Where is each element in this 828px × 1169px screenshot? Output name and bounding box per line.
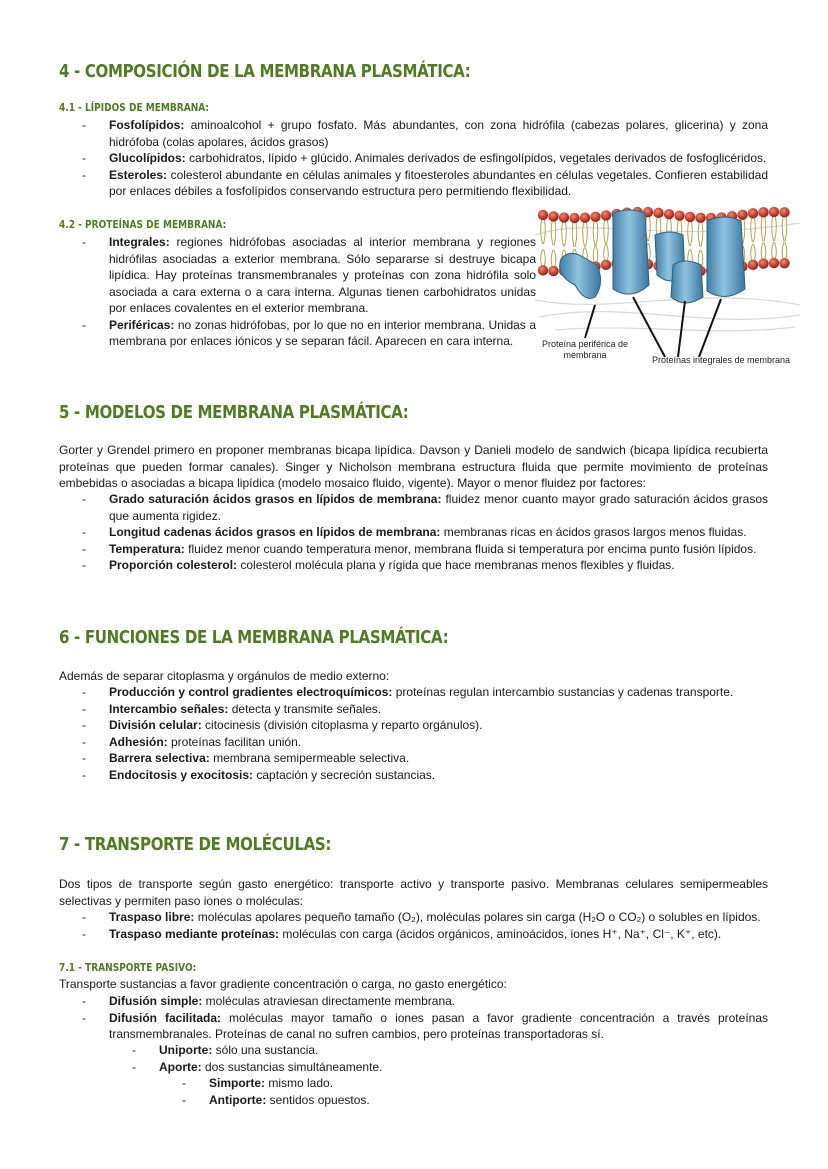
phospholipid-head <box>758 207 768 217</box>
list-item: - Simporte: mismo lado. <box>182 1076 334 1090</box>
list-item: - Integrales: regiones hidrófobas asociadas al interior membrana y regiones hidrófilas asociadas a exterior membrana. Sólo separarse si destruye bicapa lipídica. Hay proteínas transmembranales y proteínas con zona hidrófila solo asociada a cara externa o a cara interna. Algunas tienen carbohidratos unidas por enlaces covalentes en el exterior membrana. <box>82 235 536 315</box>
section-7-title: 7 - TRANSPORTE DE MOLÉCULAS: <box>59 835 332 855</box>
phospholipid-head <box>748 260 758 270</box>
phospholipid-head <box>779 207 789 217</box>
phospholipid-head <box>779 258 789 268</box>
list-item: - Endocitosis y exocitosis: captación y secreción sustancias. <box>82 767 436 782</box>
phospholipid-head <box>769 207 779 217</box>
phospholipid-tail <box>751 218 756 259</box>
list-item: - Traspaso libre: moléculas apolares pequeño tamaño (O₂), moléculas polares sin carga (H₂O o CO₂) o solubles en lípidos. <box>82 910 761 924</box>
list-item: - Aporte: dos sustancias simultáneamente. <box>132 1059 383 1074</box>
section-4-2-title: 4.2 - PROTEÍNAS DE MEMBRANA: <box>59 219 227 231</box>
phospholipid-tail <box>782 217 787 258</box>
section-6-intro: Además de separar citoplasma y orgánulos de medio externo: <box>59 669 390 683</box>
list-item: - Barrera selectiva: membrana semipermeable selectiva. <box>82 751 410 765</box>
phospholipid-tail <box>541 220 546 265</box>
phospholipid-head <box>590 212 600 222</box>
passive-transport-intro: Transporte sustancias a favor gradiente concentración o carga, no gasto energético: <box>59 977 507 991</box>
section-5-title: 5 - MODELOS DE MEMBRANA PLASMÁTICA: <box>59 403 409 423</box>
phospholipid-head <box>653 208 663 218</box>
list-item: - Periféricas: no zonas hidrófobas, por lo que no en interior membrana. Unidas a membrana por enlaces iónicos y se separan fácil. Aparecen en cara interna. <box>82 317 536 348</box>
carrier-types-list <box>132 1042 768 1075</box>
list-item: - Longitud cadenas ácidos grasos en lípidos de membrana: membranas ricas en ácidos grasos largos menos fluidas. <box>82 525 747 539</box>
phospholipid-head <box>538 265 548 275</box>
section-6-title: 6 - FUNCIONES DE LA MEMBRANA PLASMÁTICA: <box>59 628 449 648</box>
phospholipid-head <box>748 208 758 218</box>
phospholipid-head <box>601 260 611 270</box>
phospholipid-tail <box>698 223 703 266</box>
section-5-intro: Gorter y Grendel primero en proponer membranas bicapa lipídica. Davson y Danieli modelo de sandwich (bicapa lipídica recubierta proteínas que pueden formar canales). Singer y Nicholson membrana estructura fluida que permite movimiento de proteínas embebidas o asociadas a bicapa lipídica (modelo mosaico fluido, vigente). Mayor o menor fluidez por factores: <box>59 443 768 490</box>
integral-proteins-label: Proteínas integrales de membrana <box>651 355 791 365</box>
phospholipid-tail <box>604 220 609 259</box>
list-item: - Fosfolípidos: aminoalcohol + grupo fosfato. Más abundantes, con zona hidrófila (cabezas polares, glicerina) y zona hidrófoba (colas apolares, ácidos grasos) <box>82 118 768 149</box>
section-7-intro: Dos tipos de transporte según gasto energético: transporte activo y transporte pasivo. Membranas celulares semipermeables selectivas y permiten paso iones o moléculas: <box>59 877 768 908</box>
section-4-1-title: 4.1 - LÍPIDOS DE MEMBRANA: <box>59 102 210 114</box>
list-item: - Uniporte: sólo una sustancia. <box>132 1043 319 1057</box>
lipids-list <box>82 117 768 200</box>
list-item: - Proporción colesterol: colesterol molécula plana y rígida que hace membranas menos flexibles y fluidas. <box>82 558 675 572</box>
phospholipid-tail <box>551 221 556 266</box>
phospholipid-head <box>695 213 705 223</box>
phospholipid-head <box>769 258 779 268</box>
list-item: - Grado saturación ácidos grasos en lípidos de membrana: fluidez menor cuanto mayor grado saturación ácidos grasos que aumenta rigidez. <box>82 492 768 523</box>
phospholipid-head <box>737 210 747 220</box>
list-item: - Esteroles: colesterol abundante en células animales y fitoesteroles abundantes en células vegetales. Confieren estabilidad por enlaces débiles a fosfolípidos conservando estructura pero permitiendo flexibilidad. <box>82 167 768 198</box>
section-7-1-title: 7.1 - TRANSPORTE PASIVO: <box>59 962 197 974</box>
proteins-list <box>82 234 536 350</box>
membrane-illustration <box>535 205 800 365</box>
phospholipid-head <box>758 258 768 268</box>
list-item: - Producción y control gradientes electroquímicos: proteínas regulan intercambio sustancias y cadenas transporte. <box>82 685 734 699</box>
fluidity-factors-list <box>82 491 768 574</box>
peripheral-protein-label: Proteína periférica de membrana <box>541 339 629 360</box>
phospholipid-tail <box>772 217 777 258</box>
phospholipid-head <box>580 213 590 223</box>
list-item: - Difusión simple: moléculas atraviesan directamente membrana. <box>82 994 456 1008</box>
phospholipid-head <box>538 210 548 220</box>
list-item: - Antiporte: sentidos opuestos. <box>182 1092 370 1107</box>
phospholipid-head <box>569 213 579 223</box>
transport-types-list <box>82 909 768 942</box>
list-item: - Intercambio señales: detecta y transmite señales. <box>82 701 382 716</box>
phospholipid-head <box>548 211 558 221</box>
section-4-title: 4 - COMPOSICIÓN DE LA MEMBRANA PLASMÁTICA: <box>59 62 471 82</box>
list-item: - División celular: citocinesis (división citoplasma y reparto orgánulos). <box>82 718 483 732</box>
list-item: - Traspaso mediante proteínas: moléculas con carga (ácidos orgánicos, aminoácidos, iones H⁺, Na⁺, Cl⁻, K⁺, etc). <box>82 926 722 941</box>
phospholipid-head <box>548 266 558 276</box>
phospholipid-head <box>685 212 695 222</box>
list-item: - Difusión facilitada: moléculas mayor tamaño o iones pasan a favor gradiente concentración a través proteínas transmembranales. Proteínas de canal no sufren cambios, pero proteínas transportadoras sí. <box>82 1010 768 1041</box>
list-item: - Glucolípidos: carbohidratos, lípido + glúcido. Animales derivados de esfingolípidos, vegetales derivados de fosfoglicéridos. <box>82 151 767 165</box>
list-item: - Temperatura: fluidez menor cuando temperatura menor, membrana fluida si temperatura por encima punto fusión lípidos. <box>82 541 757 556</box>
phospholipid-tail <box>761 217 766 258</box>
phospholipid-head <box>664 209 674 219</box>
list-item: - Adhesión: proteínas facilitan unión. <box>82 734 302 749</box>
functions-list <box>82 684 768 783</box>
phospholipid-head <box>601 210 611 220</box>
phospholipid-tail <box>688 222 693 265</box>
cotransport-types-list <box>182 1075 768 1108</box>
passive-transport-list <box>82 993 768 1043</box>
phospholipid-head <box>674 210 684 220</box>
phospholipid-head <box>559 212 569 222</box>
